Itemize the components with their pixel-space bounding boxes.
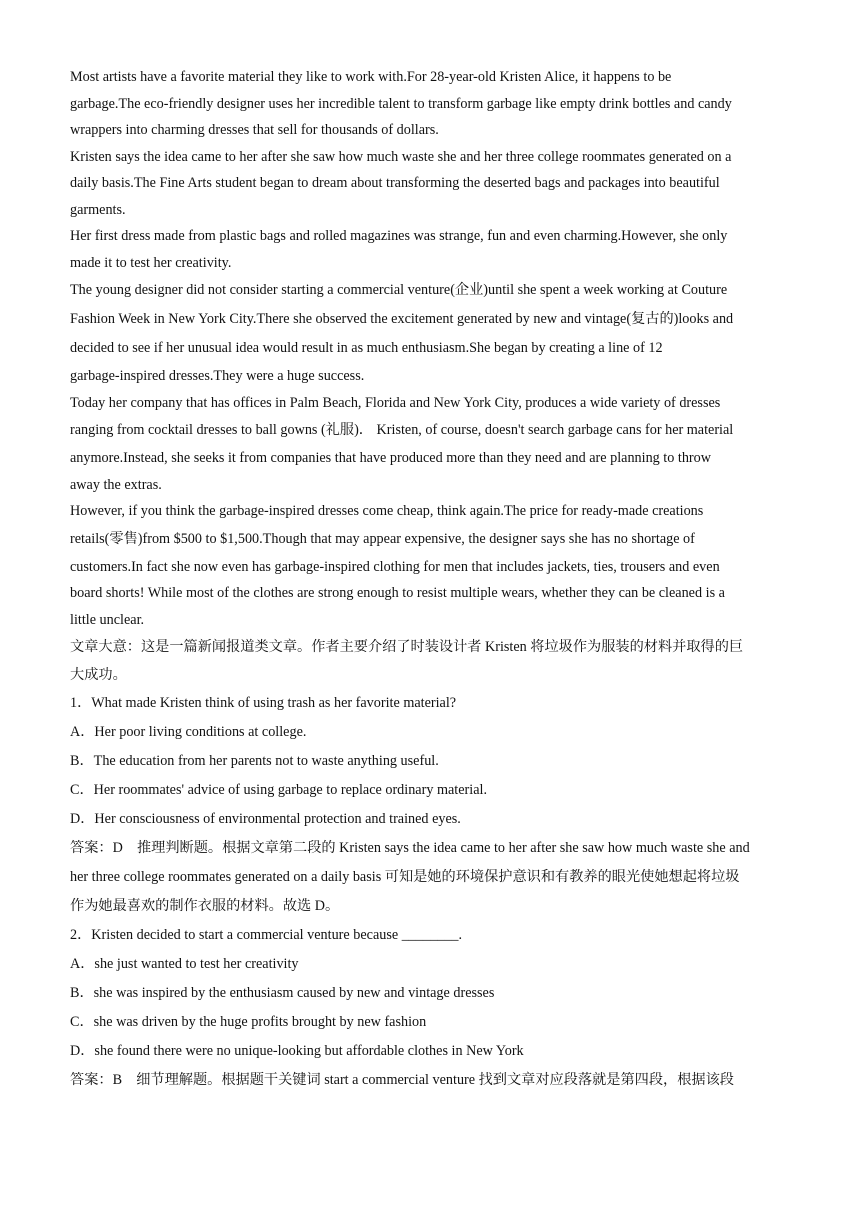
option-b: B．The education from her parents not to waste anything useful. (70, 752, 439, 769)
passage-line: garbage.The eco-friendly designer uses her incredible talent to transform garbage like empty drink bottles and candy (70, 95, 732, 112)
option-d: D．Her consciousness of environmental protection and trained eyes. (70, 810, 461, 827)
summary (70, 633, 792, 689)
option-d: D．she found there were no unique-looking but affordable clothes in New York (70, 1042, 524, 1059)
passage-line: Kristen says the idea came to her after she saw how much waste she and her three college roommates generated on a (70, 148, 732, 165)
passage-line: Today her company that has offices in Palm Beach, Florida and New York City, produces a wide variety of dresses (70, 394, 721, 411)
option-a: A．Her poor living conditions at college. (70, 723, 307, 740)
answer-line: 答案：D 推理判断题。根据文章第二段的 Kristen says the idea came to her after she saw how much waste she and (70, 839, 750, 856)
passage-line: away the extras. (70, 476, 162, 493)
answer-line: 作为她最喜欢的制作衣服的材料。故选 D。 (70, 897, 340, 914)
answer-line: 答案：B 细节理解题。根据题干关键词 start a commercial venture 找到文章对应段落就是第四段，根据该段 (70, 1071, 734, 1088)
question-stem: 2．Kristen decided to start a commercial venture because ________. (70, 926, 462, 943)
passage-line: little unclear. (70, 611, 145, 628)
passage-line: Her first dress made from plastic bags and rolled magazines was strange, fun and even charming.However, she only (70, 228, 728, 244)
passage-line: garments. (70, 201, 126, 218)
option-c: C．Her roommates' advice of using garbage to replace ordinary material. (70, 781, 487, 798)
passage-line: retails(零售)from $500 to $1,500.Though that may appear expensive, the designer says she has no shortage of (70, 530, 695, 547)
answer-line: her three college roommates generated on a daily basis 可知是她的环境保护意识和有教养的眼光使她想起将垃圾 (70, 868, 740, 885)
passage-line: board shorts! While most of the clothes are strong enough to resist multiple wears, whether they can be cleaned is a (70, 585, 725, 601)
passage-line: daily basis.The Fine Arts student began to dream about transforming the deserted bags and packages into beautiful (70, 175, 720, 191)
summary-line: 大成功。 (70, 667, 127, 683)
passage-line: The young designer did not consider starting a commercial venture(企业)until she spent a week working at Couture (70, 282, 728, 298)
summary-line: 文章大意：这是一篇新闻报道类文章。作者主要介绍了时装设计者 Kristen 将垃圾作为服装的材料并取得的巨 (70, 639, 744, 655)
option-b: B．she was inspired by the enthusiasm caused by new and vintage dresses (70, 984, 495, 1001)
passage-line: anymore.Instead, she seeks it from companies that have produced more than they need and are planning to throw (70, 450, 711, 466)
option-a: A．she just wanted to test her creativity (70, 955, 299, 972)
document-page (70, 64, 792, 1095)
question-stem: 1．What made Kristen think of using trash as her favorite material? (70, 694, 457, 711)
option-c: C．she was driven by the huge profits brought by new fashion (70, 1013, 427, 1030)
passage-line: garbage-inspired dresses.They were a huge success. (70, 368, 365, 384)
passage-line: Most artists have a favorite material they like to work with.For 28-year-old Kristen Alice, it happens to be (70, 69, 672, 85)
passage-line: Fashion Week in New York City.There she observed the excitement generated by new and vintage(复古的)looks and (70, 311, 734, 327)
passage (70, 64, 792, 633)
passage-line: wrappers into charming dresses that sell for thousands of dollars. (70, 122, 439, 138)
question-2 (70, 921, 792, 1095)
passage-line: ranging from cocktail dresses to ball gowns (礼服)． Kristen, of course, doesn't search garbage cans for her material (70, 422, 734, 438)
question-1 (70, 689, 792, 921)
passage-line: made it to test her creativity. (70, 254, 232, 271)
passage-line: customers.In fact she now even has garbage-inspired clothing for men that includes jackets, ties, trousers and even (70, 558, 720, 575)
passage-line: decided to see if her unusual idea would result in as much enthusiasm.She began by creating a line of 12 (70, 340, 663, 356)
passage-line: However, if you think the garbage-inspired dresses come cheap, think again.The price for ready-made creations (70, 503, 704, 519)
